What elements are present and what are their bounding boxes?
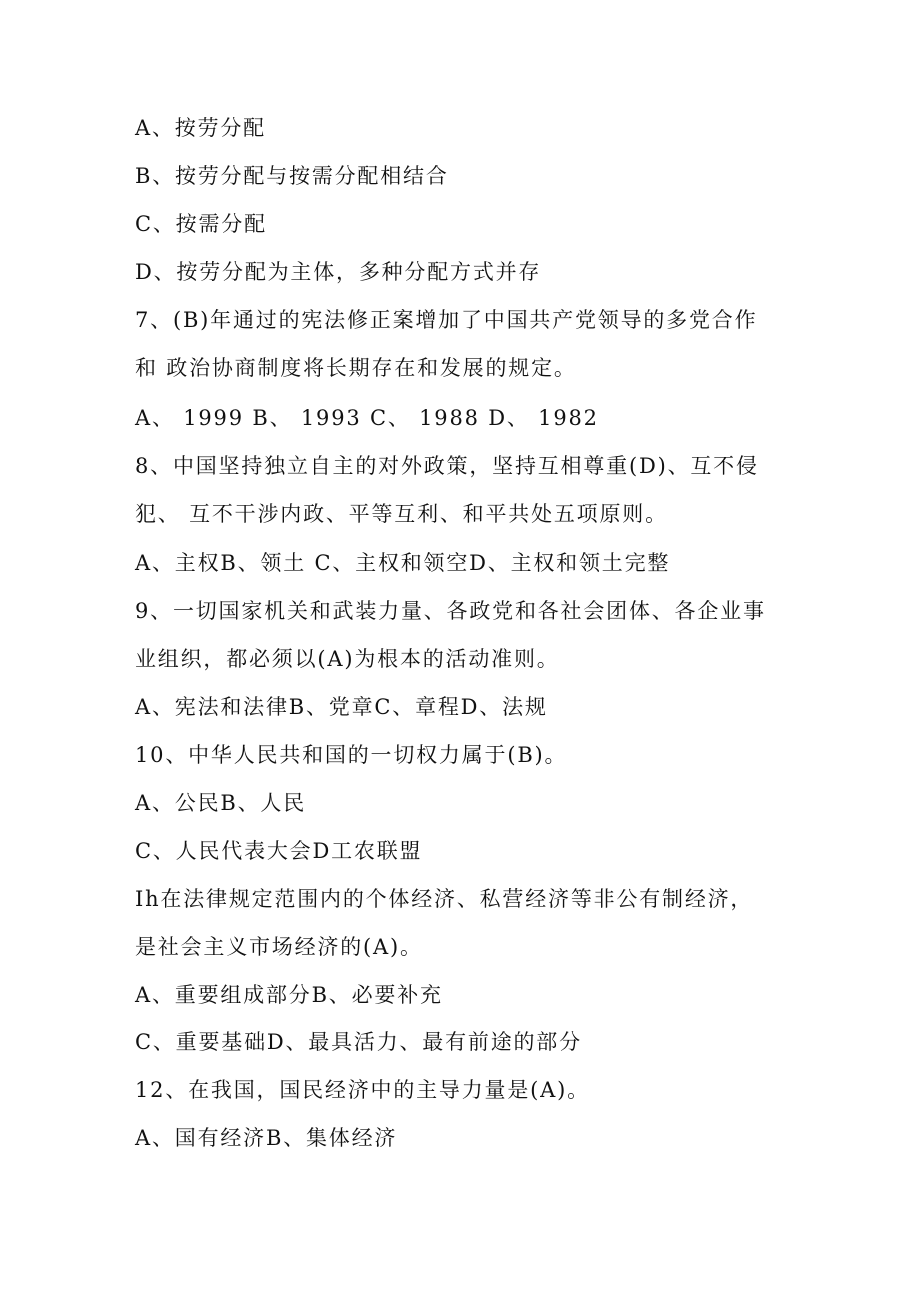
option-line: C、按需分配 <box>135 212 267 236</box>
option-line: A、宪法和法律B、党章C、章程D、法规 <box>135 695 548 719</box>
option-line: B、按劳分配与按需分配相结合 <box>135 164 449 188</box>
option-line: C、人民代表大会D工农联盟 <box>135 839 423 863</box>
question-line: 9、一切国家机关和武装力量、各政党和各社会团体、各企业事 <box>135 599 766 623</box>
question-line: 10、中华人民共和国的一切权力属于(B)。 <box>135 743 568 767</box>
option-line: A、主权B、领土 C、主权和领空D、主权和领土完整 <box>135 551 671 575</box>
question-line: 和 政治协商制度将长期存在和发展的规定。 <box>135 356 577 380</box>
option-line: A、 1999 B、 1993 C、 1988 D、 1982 <box>135 406 599 430</box>
option-line: A、按劳分配 <box>135 116 266 140</box>
question-line: 犯、 互不干涉内政、平等互利、和平共处五项原则。 <box>135 502 668 526</box>
option-line: A、公民B、人民 <box>135 791 306 815</box>
question-line: 是社会主义市场经济的(A)。 <box>135 935 423 959</box>
option-line: C、重要基础D、最具活力、最有前途的部分 <box>135 1030 582 1054</box>
question-line: 7、(B)年通过的宪法修正案增加了中国共产党领导的多党合作 <box>135 308 758 332</box>
question-line: 12、在我国，国民经济中的主导力量是(A)。 <box>135 1078 590 1102</box>
question-line: 业组织，都必须以(A)为根本的活动准则。 <box>135 647 560 671</box>
question-line: 8、中国坚持独立自主的对外政策，坚持互相尊重(D)、互不侵 <box>135 454 759 478</box>
question-line: Ih在法律规定范围内的个体经济、私营经济等非公有制经济， <box>135 887 754 911</box>
option-line: A、重要组成部分B、必要补充 <box>135 983 443 1007</box>
option-line: D、按劳分配为主体，多种分配方式并存 <box>135 260 542 284</box>
option-line: A、国有经济B、集体经济 <box>135 1126 398 1150</box>
